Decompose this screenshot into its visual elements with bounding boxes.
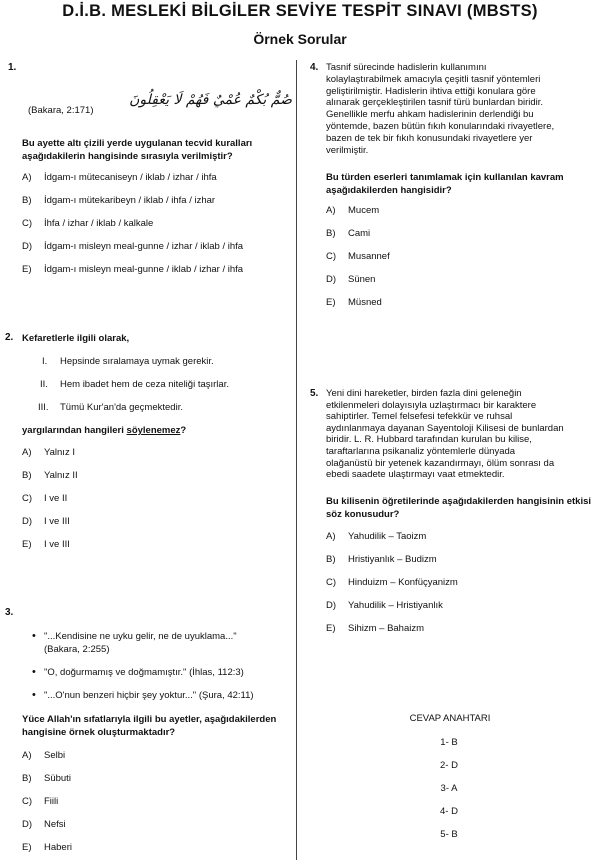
question-4-option-b[interactable]: B) Cami xyxy=(326,228,371,239)
question-5-passage: Yeni dini hareketler, birden fazla dini geleneğin etkilenmeleri dolayısıyla uzlaştırmacı bir karaktere sahiptirler. Temel felsefesi tefekkür ve ruhsal aydınlanmaya dayanan Sayentoloji Kilisesi de bunlardan biridir. L. R. Hubbard tarafından kurulan bu kilise, taraftarlarına psikanaliz yöntemlerle dünyada olağanüstü bir yetenek kazandırmayı, ölüm sonrası da ebedi saadete ulaştırmayı vaat etmektedir. xyxy=(326,388,564,481)
question-3-number: 3. xyxy=(5,607,14,618)
question-3-option-a[interactable]: A) Selbi xyxy=(22,750,66,761)
question-2-number: 2. xyxy=(5,332,14,343)
question-2-option-e[interactable]: E) I ve III xyxy=(22,539,70,550)
question-5-stem: Bu kilisenin öğretilerinde aşağıdakilerden hangisinin etkisi söz konusudur? xyxy=(326,496,592,520)
question-1-option-e[interactable]: E) İdgam-ı misleyn meal-gunne / iklab / izhar / ihfa xyxy=(22,264,244,275)
question-1-option-d[interactable]: D) İdgam-ı misleyn meal-gunne / izhar / iklab / ihfa xyxy=(22,241,244,252)
question-3-bullet: • "...O'nun benzeri hiçbir şey yoktur..." (Şura, 42:11) xyxy=(44,689,294,702)
question-5-option-c[interactable]: C) Hinduizm – Konfüçyanizm xyxy=(326,577,458,588)
question-1-option-a[interactable]: A) İdgam-ı mütecaniseyn / iklab / izhar / ihfa xyxy=(22,172,217,183)
question-5-option-b[interactable]: B) Hristiyanlık – Budizm xyxy=(326,554,437,565)
question-4-option-c[interactable]: C) Musannef xyxy=(326,251,390,262)
question-2-option-c[interactable]: C) I ve II xyxy=(22,493,68,504)
question-1-option-b[interactable]: B) İdgam-ı mütekaribeyn / iklab / ihfa / izhar xyxy=(22,195,216,206)
question-1-option-c[interactable]: C) İhfa / izhar / iklab / kalkale xyxy=(22,218,154,229)
question-2-option-a[interactable]: A) Yalnız I xyxy=(22,447,75,458)
question-5-number: 5. xyxy=(310,388,319,399)
question-3-stem: Yüce Allah'ın sıfatlarıyla ilgili bu ayetler, aşağıdakilerden hangisine örnek oluşturmaktadır? xyxy=(22,714,277,738)
question-1-verse-ref: (Bakara, 2:171) xyxy=(28,105,94,116)
question-2-option-b[interactable]: B) Yalnız II xyxy=(22,470,78,481)
question-4-option-d[interactable]: D) Sünen xyxy=(326,274,376,285)
question-3-option-d[interactable]: D) Nefsi xyxy=(22,819,66,830)
answer-key-item: 4- D xyxy=(440,806,458,817)
question-2-item: I. Hepsinde sıralamaya uymak gerekir. xyxy=(42,356,214,367)
question-3-bullet: • "O, doğurmamış ve doğmamıştır." (İhlas, 112:3) xyxy=(44,666,294,679)
question-2-stem: Kefaretlerle ilgili olarak, xyxy=(22,333,130,344)
column-divider xyxy=(296,60,297,860)
question-3-option-b[interactable]: B) Sübuti xyxy=(22,773,71,784)
question-2-item: III. Tümü Kur'an'da geçmektedir. xyxy=(38,402,183,413)
answer-key-item: 1- B xyxy=(440,737,458,748)
question-4-stem: Bu türden eserleri tanımlamak için kullanılan kavram aşağıdakilerden hangisidir? xyxy=(326,172,564,196)
question-4-passage: Tasnif sürecinde hadislerin kullanımını kolaylaştırabilmek amacıyla çeşitli tasnif yöntemleri geliştirilmiştir. Hadislerin ihtiva ettiği konulara göre alınarak gerçekleştirilen tasnif türü bunlardan biridir. Genellikle merfu ahkam hadislerinin derlendiği bu yöntemde, bazen bütün fıkıh konularındaki rivayetlere, bazen de tek bir fıkıh konusundaki rivayetlere yer verilmiştir. xyxy=(326,62,555,156)
answer-key-item: 2- D xyxy=(440,760,458,771)
question-4-option-a[interactable]: A) Mucem xyxy=(326,205,380,216)
question-4-option-e[interactable]: E) Müsned xyxy=(326,297,382,308)
question-1-number: 1. xyxy=(8,62,17,73)
question-4-number: 4. xyxy=(310,62,319,73)
question-2-item: II. Hem ibadet hem de ceza niteliği taşırlar. xyxy=(40,379,229,390)
question-2-question: yargılarından hangileri söylenemez? xyxy=(22,425,187,436)
page-title: D.İ.B. MESLEKİ BİLGİLER SEVİYE TESPİT SINAVI (MBSTS) xyxy=(62,2,538,20)
answer-key-title: CEVAP ANAHTARI xyxy=(409,713,491,724)
question-1-stem: Bu ayette altı çizili yerde uygulanan tecvid kuralları aşağıdakilerin hangisinde sırasıyla verilmiştir? xyxy=(22,138,253,162)
answer-key-item: 3- A xyxy=(440,783,458,794)
question-2-option-d[interactable]: D) I ve III xyxy=(22,516,70,527)
question-1-verse: صُمٌّ بُكْمٌ عُمْيٌ فَهُمْ لَا يَعْقِلُونَ xyxy=(129,92,292,108)
question-5-option-a[interactable]: A) Yahudilik – Taoizm xyxy=(326,531,427,542)
answer-key-item: 5- B xyxy=(440,829,458,840)
question-5-option-e[interactable]: E) Sihizm – Bahaizm xyxy=(326,623,425,634)
question-3-bullet: • "...Kendisine ne uyku gelir, ne de uyuklama..." (Bakara, 2:255) xyxy=(44,630,284,656)
question-3-option-c[interactable]: C) Fiili xyxy=(22,796,59,807)
question-3-option-e[interactable]: E) Haberi xyxy=(22,842,72,853)
page-subtitle: Örnek Sorular xyxy=(253,31,347,47)
question-5-option-d[interactable]: D) Yahudilik – Hristiyanlık xyxy=(326,600,443,611)
